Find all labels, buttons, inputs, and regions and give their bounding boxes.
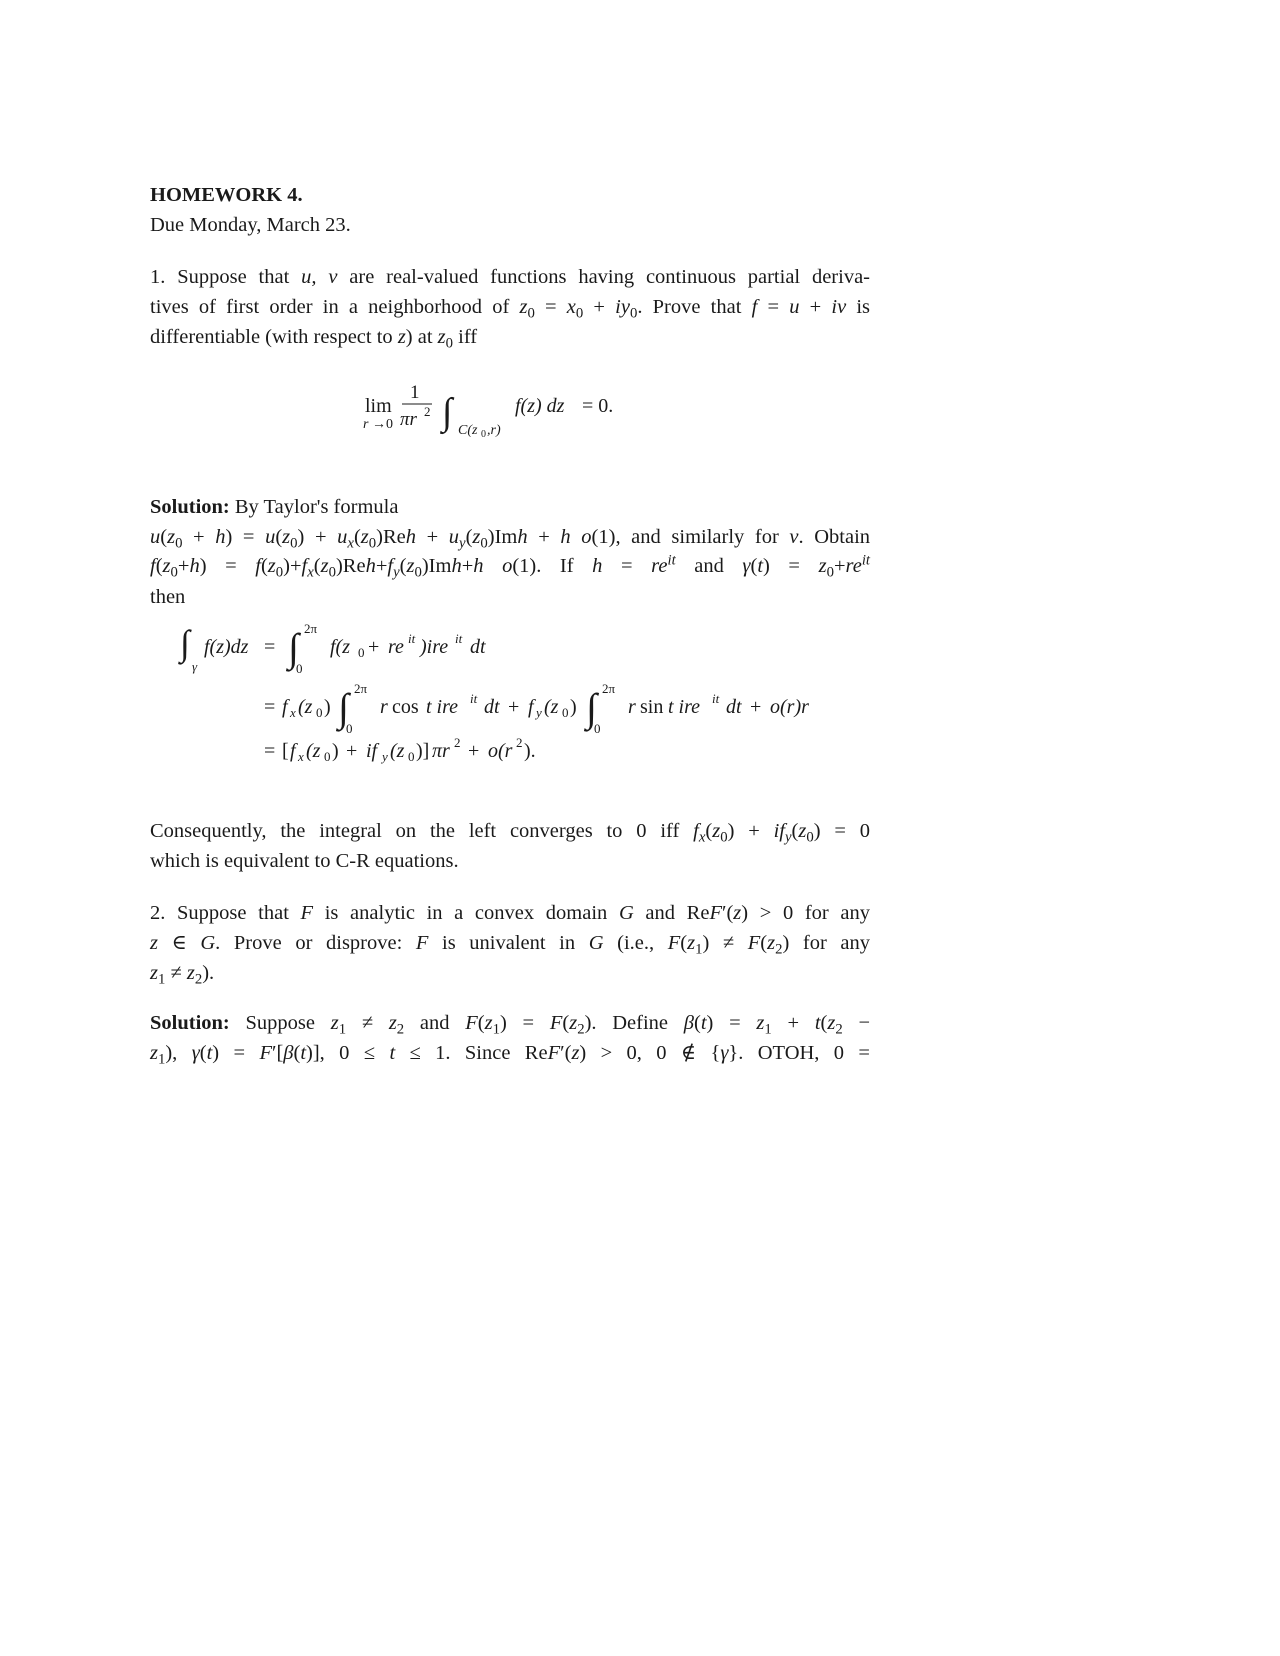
svg-text:(z: (z — [390, 740, 405, 762]
svg-text:f(z: f(z — [330, 636, 350, 658]
svg-text:πr: πr — [400, 409, 417, 430]
svg-text:2: 2 — [516, 735, 523, 750]
svg-text:(z: (z — [298, 696, 313, 718]
svg-text:=: = — [264, 636, 276, 658]
svg-text:2π: 2π — [304, 621, 318, 636]
problem-1-line-2: tives of first order in a neighborhood of $z_0 = x_0 + iy_0$. Prove that f = u + iv is — [150, 296, 871, 322]
svg-text:).: ). — [524, 740, 536, 762]
svg-text:y: y — [536, 705, 542, 720]
svg-text:+: + — [368, 636, 380, 658]
svg-text:=: = — [264, 696, 276, 718]
limit-integral-equation — [360, 370, 660, 440]
svg-text:[: [ — [282, 740, 289, 762]
svg-text:0: 0 — [594, 721, 601, 736]
problem-1-line-1: 1. Suppose that u, v are real-valued functions having continuous partial deriva- — [150, 266, 871, 288]
svg-text:re: re — [388, 636, 404, 658]
svg-text:): ) — [324, 696, 331, 718]
svg-text:t ire: t ire — [668, 696, 701, 718]
svg-text:∫: ∫ — [288, 625, 299, 670]
problem-1-line-3: differentiable (with respect to z) at $z_0$ iff — [150, 326, 478, 352]
svg-text:sin: sin — [640, 696, 664, 718]
solution-2-line-2: $z_1$), γ(t) = F′[β(t)], 0 ≤ t ≤ 1. Since ReF′(z) > 0, 0 ∉ {γ}. OTOH, 0 = — [150, 1042, 870, 1068]
svg-text:t ire: t ire — [426, 696, 459, 718]
problem-2-line-1: 2. Suppose that F is analytic in a convex domain G and ReF′(z) > 0 for any — [150, 902, 871, 924]
solution-1-aligned-equations — [170, 615, 870, 785]
svg-text:∫: ∫ — [442, 391, 453, 433]
svg-text:y: y — [382, 749, 388, 764]
problem-2-line-3: $z_1 \ne z_2$). — [150, 962, 215, 988]
svg-text:∫: ∫ — [180, 623, 190, 663]
svg-text:r: r — [628, 696, 636, 718]
svg-text:f: f — [290, 740, 296, 762]
solution-1-conclusion-2: which is equivalent to C-R equations. — [150, 850, 459, 872]
svg-text:dt: dt — [484, 696, 500, 718]
svg-text:it: it — [455, 631, 463, 646]
svg-text:+: + — [468, 740, 480, 762]
svg-text:0: 0 — [408, 749, 415, 764]
svg-text:+: + — [508, 696, 520, 718]
svg-text:o(r)r: o(r)r — [770, 696, 809, 718]
svg-text:o(r: o(r — [488, 740, 513, 762]
svg-text:= 0.: = 0. — [582, 395, 614, 417]
svg-text:0: 0 — [324, 749, 331, 764]
svg-text:2: 2 — [454, 735, 461, 750]
solution-2-label: Solution: — [150, 1012, 230, 1034]
svg-text:+: + — [750, 696, 762, 718]
solution-1-line-1: $u(z_0 + h) = u(z_0) + u_x(z_0)Reh + u_y(z_0)Imh + h$ o(1), and similarly for v. Obtain — [150, 526, 871, 552]
svg-text:f: f — [282, 696, 288, 718]
solution-1-label: Solution: — [150, 496, 230, 518]
svg-text:if: if — [366, 740, 378, 762]
svg-text:0: 0 — [481, 429, 486, 440]
svg-text:0: 0 — [346, 721, 353, 736]
solution-2-line-1: Solution: Suppose $z_1 \ne z_2$ and $F(z_1) = F(z_2)$. Define $\beta(t) = z_1 + t(z_2$ − — [150, 1012, 871, 1038]
svg-text:2π: 2π — [354, 681, 368, 696]
solution-1-line-3: then — [150, 586, 186, 608]
svg-text:=: = — [264, 740, 276, 762]
svg-text:1: 1 — [410, 382, 420, 403]
svg-text:dt: dt — [726, 696, 742, 718]
svg-text:0: 0 — [296, 661, 303, 676]
svg-text:γ: γ — [192, 659, 198, 674]
svg-text:(z: (z — [544, 696, 559, 718]
problem-2-number: 2. — [150, 902, 166, 924]
svg-text:f(z)dz: f(z)dz — [204, 636, 249, 658]
svg-text:lim: lim — [365, 395, 392, 417]
svg-text:dt: dt — [470, 636, 486, 658]
svg-text:,r): ,r) — [487, 423, 501, 438]
svg-text:r: r — [363, 417, 369, 432]
svg-text:C(z: C(z — [458, 423, 478, 438]
svg-text:0: 0 — [358, 645, 365, 660]
svg-text:): ) — [332, 740, 339, 762]
svg-text:2π: 2π — [602, 681, 616, 696]
due-date: Due Monday, March 23. — [150, 214, 351, 236]
svg-text:): ) — [570, 696, 577, 718]
solution-1-conclusion-1: Consequently, the integral on the left converges to 0 iff $f_x(z_0) + if_y(z_0) = 0$ — [150, 820, 871, 846]
solution-1-line-2: $f(z_0+h) = f(z_0)+f_x(z_0)Reh+f_y(z_0)Imh+h$ o(1). If $h = re^{it}$ and $\gamma(t) = z_0+re^{it}$ — [150, 552, 871, 581]
svg-text:it: it — [408, 631, 416, 646]
svg-text:∫: ∫ — [586, 685, 597, 730]
svg-text:0: 0 — [562, 705, 569, 720]
svg-text:2: 2 — [424, 404, 431, 419]
svg-text:0: 0 — [316, 705, 323, 720]
svg-text:f: f — [528, 696, 534, 718]
problem-2-line-2: z ∈ G. Prove or disprove: F is univalent in G (i.e., $F(z_1) \ne F(z_2)$ for any — [150, 932, 870, 958]
problem-1-number: 1. — [150, 266, 166, 288]
page-title: HOMEWORK 4. — [150, 184, 303, 206]
svg-text:cos: cos — [392, 696, 419, 718]
svg-text:∫: ∫ — [338, 685, 349, 730]
svg-text:→0: →0 — [372, 417, 393, 432]
svg-text:πr: πr — [432, 740, 450, 762]
svg-text:(z: (z — [306, 740, 321, 762]
svg-text:+: + — [346, 740, 358, 762]
svg-text:it: it — [712, 691, 720, 706]
svg-text:)]: )] — [416, 740, 430, 762]
svg-text:it: it — [470, 691, 478, 706]
svg-text:r: r — [380, 696, 388, 718]
svg-text:f(z) dz: f(z) dz — [515, 395, 565, 417]
svg-text:)ire: )ire — [420, 636, 449, 658]
solution-1-intro: Solution: By Taylor's formula — [150, 496, 399, 518]
svg-text:x: x — [290, 705, 296, 720]
svg-text:x: x — [298, 749, 304, 764]
